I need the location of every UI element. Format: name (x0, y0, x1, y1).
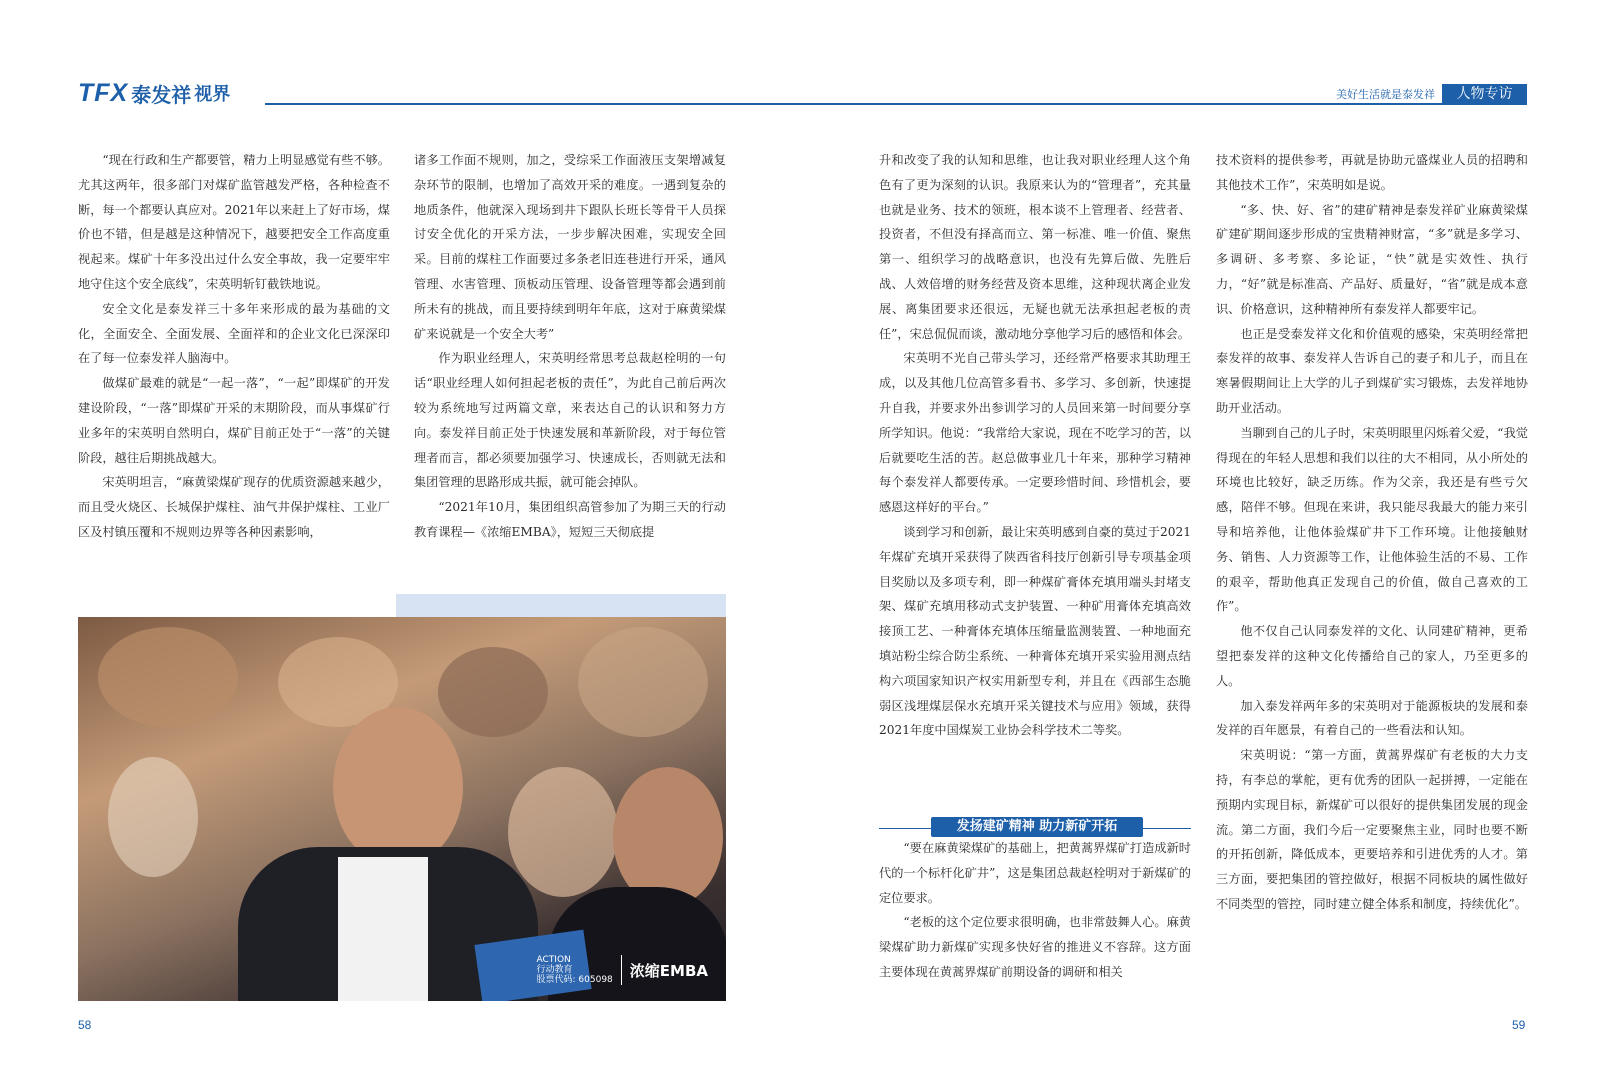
header-slogan: 美好生活就是泰发祥 (1336, 88, 1435, 101)
logo-chinese: 泰发祥 (131, 82, 192, 107)
paragraph: 宋英明说：“第一方面，黄蒿界煤矿有老板的大力支持，有李总的掌舵，更有优秀的团队一起拼搏，一定能在预期内实现目标，新煤矿可以很好的提供集团发展的现金流。第二方面，我们今后一定要聚焦主业，同时也要不断的开拓创新，降低成本，更要培养和引进优秀的人才。第三方面，要把集团的管控做好，根据不同板块的属性做好不同类型的管控，同时建立健全体系和制度，持续优化”。 (1216, 748, 1528, 911)
page-number-right: 59 (1512, 1018, 1526, 1032)
paragraph: 他不仅自己认同泰发祥的文化、认同建矿精神，更希望把泰发祥的这种文化传播给自己的家人，乃至更多的人。 (1216, 624, 1528, 688)
magazine-logo (78, 80, 230, 106)
paragraph: “现在行政和生产都要管，精力上明显感觉有些不够。尤其这两年，很多部门对煤矿监管越发严格，各种检查不断，每一个都要认真应对。2021年以来赶上了好市场，煤价也不错，但是越是这种情况下，越要把安全工作高度重视起来。煤矿十年多没出过什么安全事故，我一定要牢牢地守住这个安全底线”，宋英明斩钉截铁地说。 (78, 153, 390, 291)
paragraph: 宋英明坦言，“麻黄梁煤矿现存的优质资源越来越少，而且受火烧区、长城保护煤柱、油气井保护煤柱、工业厂区及村镇压覆和不规则边界等各种因素影响， (78, 475, 390, 539)
photo-brand-line: ACTION (536, 955, 571, 965)
article-column-3-lower (879, 836, 1191, 985)
photo-brand (537, 955, 622, 985)
article-column-1 (78, 148, 390, 545)
photo-brand-line: 行动教育 (536, 965, 573, 975)
paragraph: “多、快、好、省”的建矿精神是泰发祥矿业麻黄梁煤矿建矿期间逐步形成的宝贵精神财富，“多”就是多学习、多调研、多考察、多论证，“快”就是实效性、执行力，“好”就是标准高、产品好、质量好，“省”就是成本意识、价格意识，这种精神所有泰发祥人都要牢记。 (1216, 202, 1528, 316)
paragraph: 也正是受泰发祥文化和价值观的感染，宋英明经常把泰发祥的故事、泰发祥人告诉自己的妻子和儿子，而且在寒暑假期间让上大学的儿子到煤矿实习锻炼，去发祥地协助开业活动。 (1216, 326, 1528, 415)
paragraph: “要在麻黄梁煤矿的基础上，把黄蒿界煤矿打造成新时代的一个标杆化矿井”，这是集团总裁赵栓明对于新煤矿的定位要求。 (879, 841, 1191, 905)
paragraph: 当聊到自己的儿子时，宋英明眼里闪烁着父爱，“我觉得现在的年轻人思想和我们以往的大不相同，从小所处的环境也比较好，缺乏历练。作为父亲，我还是有些亏欠感，陪伴不够。但现在来讲，我只能尽我最大的能力来引导和培养他，让他体验煤矿井下工作环境。让他接触财务、销售、人力资源等工作，让他体验生活的不易、工作的艰辛，帮助他真正发现自己的价值，做自己喜欢的工作”。 (1216, 425, 1528, 614)
paragraph: “老板的这个定位要求很明确，也非常鼓舞人心。麻黄梁煤矿助力新煤矿实现多快好省的推进义不容辞。这方面主要体现在黄蒿界煤矿前期设备的调研和相关 (879, 915, 1191, 979)
section-subheading (879, 817, 1191, 837)
photo-caption-title: 浓缩EMBA (629, 961, 708, 980)
paragraph: 宋英明不光自己带头学习，还经常严格要求其助理王成，以及其他几位高管多看书、多学习、多创新，快速提升自我，并要求外出参训学习的人员回来第一时间要分享所学知识。他说：“我常给大家说，现在不吃学习的苦，以后就要吃生活的苦。赵总做事业几十年来，那种学习精神每个泰发祥人都要传承。一定要珍惜时间、珍惜机会，要感恩这样好的平台。” (879, 351, 1191, 515)
paragraph: 安全文化是泰发祥三十多年来形成的最为基础的文化，全面安全、全面发展、全面祥和的企业文化已深深印在了每一位泰发祥人脑海中。 (78, 301, 390, 366)
article-column-4 (1216, 148, 1528, 917)
paragraph: 谈到学习和创新，最让宋英明感到自豪的莫过于2021年煤矿充填开采获得了陕西省科技厅创新引导专项基金项目奖励以及多项专利，即一种煤矿膏体充填用端头封堵支架、煤矿充填用移动式支护装置、一种矿用膏体充填高效接顶工艺、一种膏体充填体压缩量监测装置、一种地面充填站粉尘综合防尘系统、一种膏体充填开采实验用测点结构六项国家知识产权实用新型专利，并且在《西部生态脆弱区浅埋煤层保水充填开采关键技术与应用》领域，获得2021年度中国煤炭工业协会科学技术二等奖。 (879, 524, 1191, 738)
logo-subtitle: 视界 (194, 84, 231, 105)
page-number-left: 58 (78, 1018, 92, 1032)
paragraph: 做煤矿最难的就是“一起一落”，“一起”即煤矿的开发建设阶段，“一落”即煤矿开采的末期阶段，而从事煤矿行业多年的宋英明自然明白，煤矿目前正处于“一落”的关键阶段，越往后期挑战越大。 (78, 376, 390, 465)
section-tag: 人物专访 (1442, 84, 1527, 104)
paragraph-continued: 诸多工作面不规则，加之，受综采工作面液压支架增减复杂环节的限制，也增加了高效开采的难度。一遇到复杂的地质条件，他就深入现场到井下跟队长班长等骨干人员探讨安全优化的开采方法，一步步解决困难，实现安全回采。目前的煤柱工作面要过多条老旧连巷进行开采，通风管理、水害管理、顶板动压管理、设备管理等都会遇到前所未有的挑战，而且要持续到明年年底，这对于麻黄梁煤矿来说就是一个安全大考” (414, 153, 726, 341)
photo-brand-line: 股票代码: 605098 (536, 975, 613, 985)
article-column-3 (879, 148, 1191, 743)
paragraph: 加入泰发祥两年多的宋英明对于能源板块的发展和泰发祥的百年愿景，有着自己的一些看法和认知。 (1216, 698, 1528, 738)
subheading-text: 发扬建矿精神 助力新矿开拓 (931, 817, 1143, 837)
header-rule (265, 103, 1527, 105)
article-column-2 (414, 148, 726, 545)
article-photo (78, 617, 726, 1001)
logo-latin: TFX (78, 78, 129, 107)
photo-caption (537, 955, 708, 985)
paragraph: “2021年10月，集团组织高管参加了为期三天的行动教育课程—《浓缩EMBA》，短短三天彻底提 (414, 500, 726, 539)
paragraph-continued: 升和改变了我的认知和思维，也让我对职业经理人这个角色有了更为深刻的认识。我原来认为的“管理者”，充其量也就是业务、技术的领班，根本谈不上管理者、经营者、投资者，不但没有择高而立、第一标准、唯一价值、聚焦第一、组织学习的战略意识，也没有先算后做、先胜后战、人效倍增的财务经营及资本思维，这种现状离企业发展、离集团要求还很远，无疑也就无法承担起老板的责任”，宋总侃侃而谈，激动地分享他学习后的感悟和体会。 (879, 153, 1191, 341)
paragraph-continued: 技术资料的提供参考，再就是协助元盛煤业人员的招聘和其他技术工作”，宋英明如是说。 (1216, 153, 1528, 192)
paragraph: 作为职业经理人，宋英明经常思考总裁赵栓明的一句话“职业经理人如何担起老板的责任”，为此自己前后两次较为系统地写过两篇文章，来表达自己的认识和努力方向。泰发祥目前正处于快速发展和革新阶段，对于每位管理者而言，都必须要加强学习、快速成长，否则就无法和集团管理的思路形成共振，就可能会掉队。 (414, 351, 726, 490)
